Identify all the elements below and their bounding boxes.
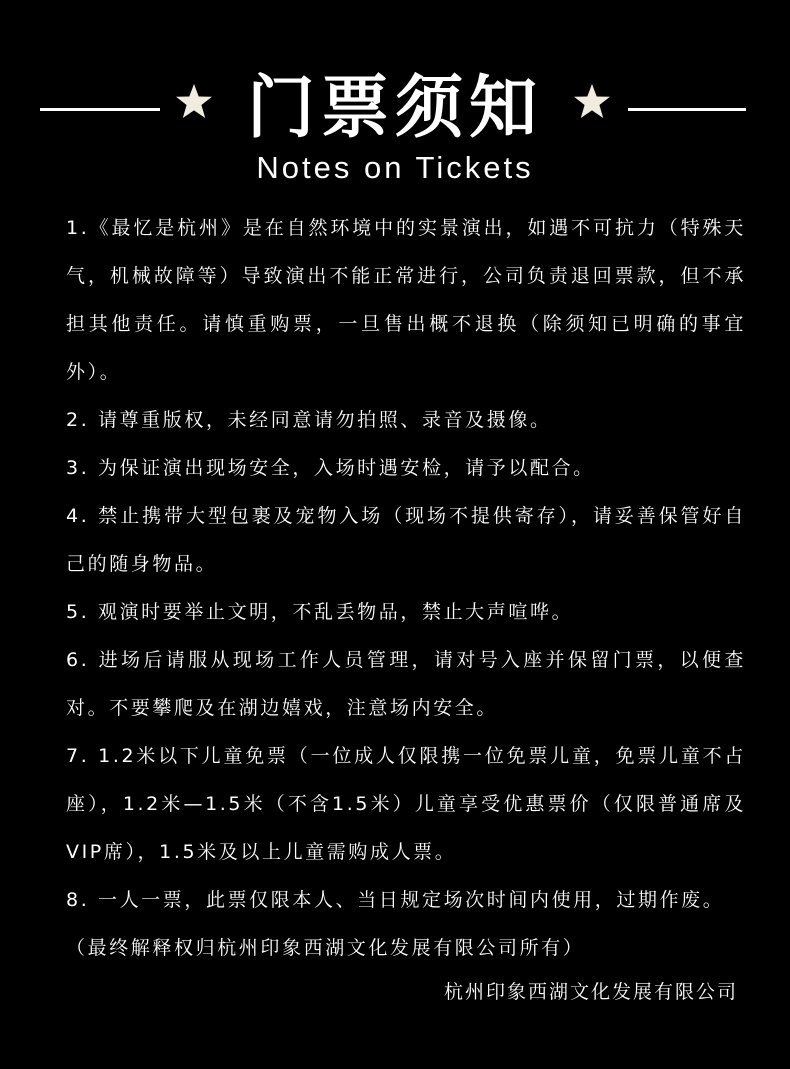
page-title: 门票须知 xyxy=(246,69,543,148)
note-item-6: 6. 进场后请服从现场工作人员管理，请对号入座并保留门票，以便查对。不要攀爬及在湖边嬉戏，注意场内安全。 xyxy=(66,649,746,719)
note-item-4: 4. 禁止携带大型包裹及宠物入场（现场不提供寄存），请妥善保管好自己的随身物品。 xyxy=(66,505,746,575)
note-item-1: 1.《最忆是杭州》是在自然环境中的实景演出，如遇不可抗力（特殊天气，机械故障等）导致演出不能正常进行，公司负责退回票款，但不承担其他责任。请慎重购票，一旦售出概不退换（除须知已明确的事宜外）。 xyxy=(66,217,746,383)
note-item-3: 3. 为保证演出现场安全，入场时遇安检，请予以配合。 xyxy=(66,457,595,479)
notes-list xyxy=(66,204,746,972)
note-item-2: 2. 请尊重版权，未经同意请勿拍照、录音及摄像。 xyxy=(66,409,552,431)
left-divider-line xyxy=(40,108,160,111)
right-divider-line xyxy=(628,108,746,111)
header xyxy=(0,64,790,154)
company-name: 杭州印象西湖文化发展有限公司 xyxy=(443,981,738,1003)
note-item-5: 5. 观演时要举止文明，不乱丢物品，禁止大声喧哗。 xyxy=(66,601,574,623)
interpretation-note: （最终解释权归杭州印象西湖文化发展有限公司所有） xyxy=(66,937,585,959)
star-icon xyxy=(174,82,214,122)
page-subtitle: Notes on Tickets xyxy=(256,150,534,185)
star-icon xyxy=(572,82,612,122)
note-item-8: 8. 一人一票，此票仅限本人、当日规定场次时间内使用，过期作废。 xyxy=(66,889,725,911)
note-item-7: 7. 1.2米以下儿童免票（一位成人仅限携一位免票儿童，免票儿童不占座），1.2米—1.5米（不含1.5米）儿童享受优惠票价（仅限普通席及VIP席），1.5米及以上儿童需购成人票。 xyxy=(66,745,746,863)
